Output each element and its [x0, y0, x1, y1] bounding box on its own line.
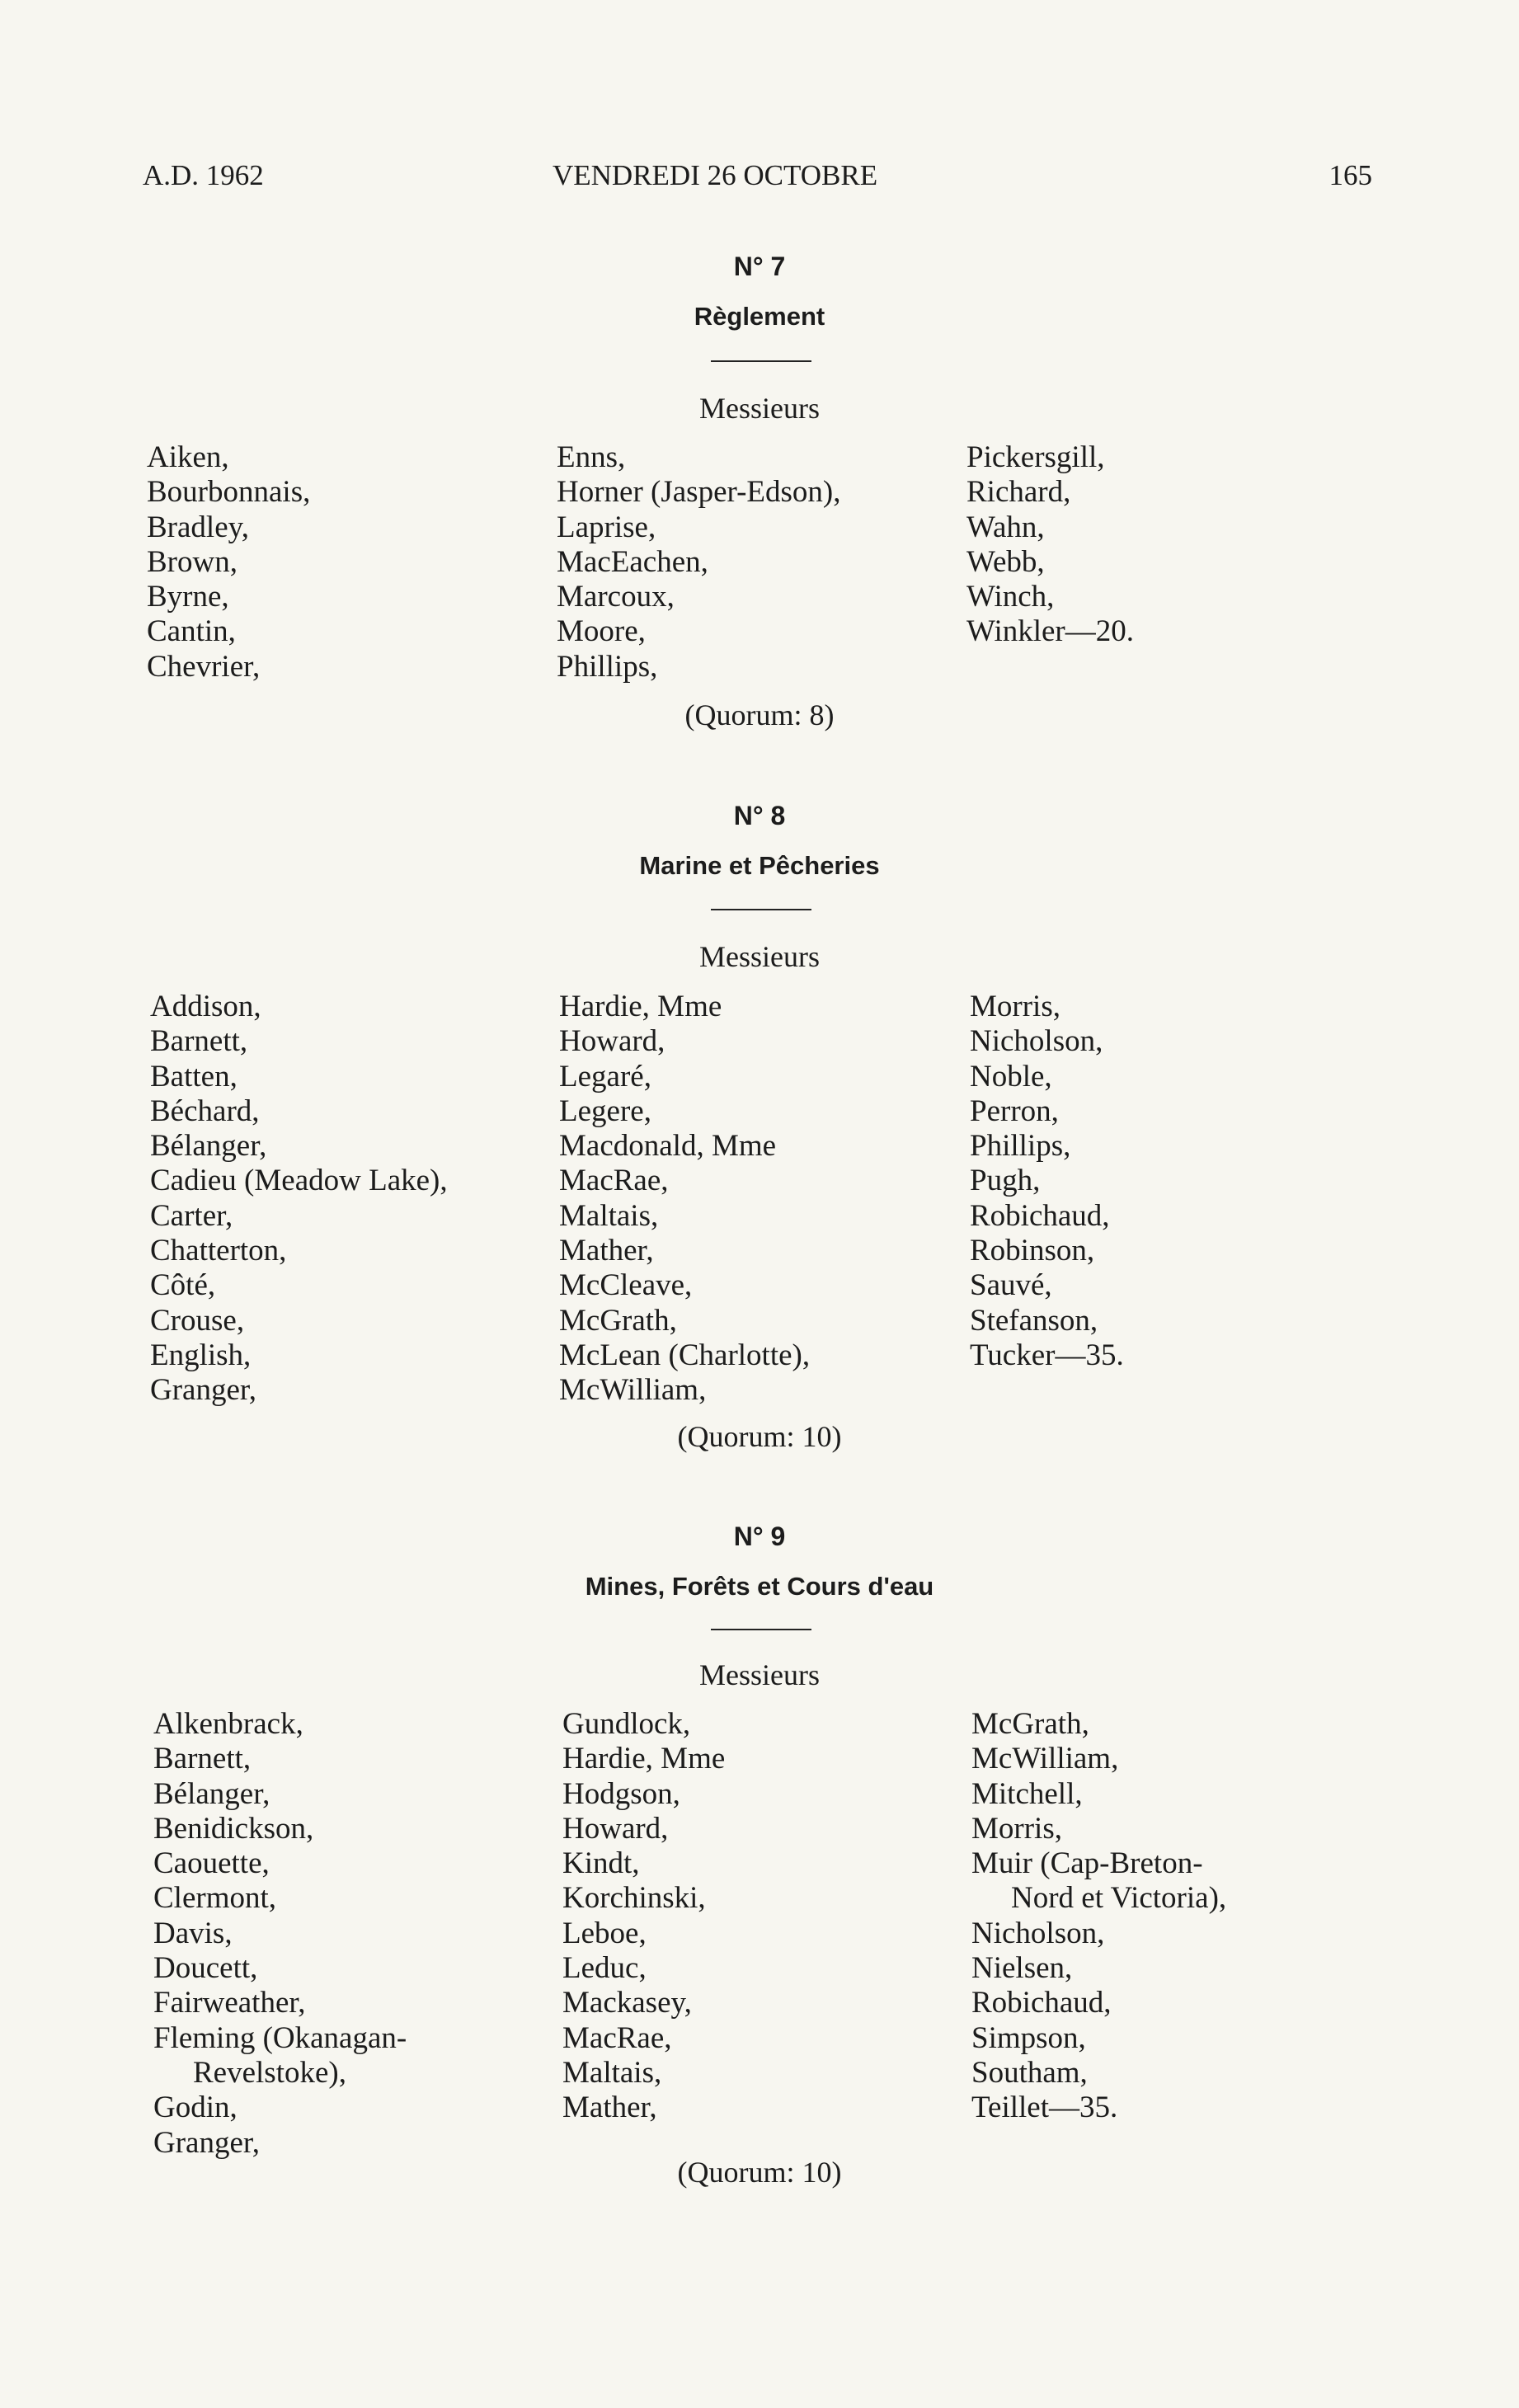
member-name: Teillet—35.	[971, 2091, 1118, 2125]
member-name: McCleave,	[559, 1268, 693, 1303]
member-name: Robichaud,	[970, 1198, 1110, 1233]
member-name: Gundlock,	[562, 1707, 691, 1741]
member-name: Legaré,	[559, 1059, 651, 1093]
member-name: Maltais,	[562, 2055, 662, 2090]
member-name: Legere,	[559, 1093, 651, 1128]
member-name: McGrath,	[559, 1303, 677, 1338]
member-name: Byrne,	[147, 580, 229, 614]
member-name: Davis,	[153, 1916, 233, 1950]
member-name: Maltais,	[559, 1198, 659, 1233]
member-name: Caouette,	[153, 1846, 270, 1881]
member-name: Mather,	[559, 1234, 654, 1268]
member-name: Simpson,	[971, 2020, 1086, 2055]
quorum-note: (Quorum: 8)	[684, 698, 835, 731]
member-name: Winkler—20.	[966, 614, 1134, 649]
member-name: Clermont,	[153, 1881, 277, 1916]
member-name: Béchard,	[150, 1093, 260, 1128]
member-name: McGrath,	[971, 1707, 1089, 1741]
member-name: Horner (Jasper-Edson),	[557, 475, 841, 510]
member-name: Laprise,	[557, 510, 656, 544]
member-name: Phillips,	[557, 649, 658, 684]
member-name: English,	[150, 1338, 252, 1372]
section-title: Mines, Forêts et Cours d'eau	[585, 1572, 934, 1601]
member-name: Enns,	[557, 440, 626, 474]
member-name: Marcoux,	[557, 580, 675, 614]
member-name: McWilliam,	[559, 1373, 707, 1408]
member-name: Chevrier,	[147, 649, 261, 684]
member-name: Winch,	[966, 580, 1055, 614]
member-name: Revelstoke),	[193, 2055, 346, 2090]
header-year: A.D. 1962	[143, 159, 264, 191]
member-name: Nord et Victoria),	[1011, 1881, 1227, 1916]
member-name: Richard,	[966, 475, 1071, 510]
section-title: Marine et Pêcheries	[639, 851, 880, 880]
member-column-1	[153, 1707, 407, 2161]
member-name: Hardie, Mme	[559, 990, 722, 1023]
messieurs-heading: Messieurs	[699, 940, 820, 973]
member-name: Barnett,	[153, 1742, 252, 1776]
member-name: Macdonald, Mme	[559, 1129, 777, 1164]
member-name: Nicholson,	[970, 1024, 1103, 1059]
member-name: Alkenbrack,	[153, 1707, 303, 1741]
member-name: MacRae,	[559, 1164, 669, 1198]
member-name: Howard,	[559, 1024, 665, 1059]
member-name: Mackasey,	[562, 1986, 692, 2020]
member-name: Côté,	[150, 1268, 216, 1303]
member-column-1	[150, 990, 448, 1409]
member-column-2	[559, 990, 810, 1409]
member-name: Addison,	[150, 990, 261, 1023]
member-name: Mather,	[562, 2091, 657, 2125]
member-name: Sauvé,	[970, 1268, 1052, 1303]
section-number: N° 9	[733, 1521, 786, 1551]
running-header	[0, 159, 1519, 200]
member-name: Godin,	[153, 2091, 237, 2125]
header-date: VENDREDI 26 OCTOBRE	[553, 159, 878, 191]
member-name: Fairweather,	[153, 1986, 306, 2020]
member-column-2	[557, 440, 840, 684]
member-name: Benidickson,	[153, 1811, 314, 1846]
member-column-3	[966, 440, 1134, 650]
member-name: Moore,	[557, 614, 646, 649]
member-name: Hodgson,	[562, 1776, 680, 1811]
section-number: N° 7	[733, 252, 786, 281]
page-number: 165	[1329, 159, 1372, 191]
member-name: Nielsen,	[971, 1951, 1073, 1986]
quorum-note: (Quorum: 10)	[677, 1420, 842, 1453]
member-name: Granger,	[150, 1373, 256, 1408]
member-name: Morris,	[970, 990, 1060, 1023]
member-name: Leduc,	[562, 1951, 647, 1986]
member-name: Webb,	[966, 544, 1045, 579]
member-name: McWilliam,	[971, 1742, 1119, 1776]
member-name: Robichaud,	[971, 1986, 1112, 2020]
member-name: Perron,	[970, 1093, 1059, 1128]
member-name: Robinson,	[970, 1234, 1095, 1268]
member-name: Nicholson,	[971, 1916, 1105, 1950]
member-name: Bradley,	[147, 510, 249, 544]
member-name: Pickersgill,	[966, 440, 1105, 474]
member-name: Pugh,	[970, 1164, 1041, 1198]
member-name: MacRae,	[562, 2020, 672, 2055]
member-name: Stefanson,	[970, 1303, 1098, 1338]
member-column-3	[970, 990, 1124, 1373]
member-column-3	[971, 1707, 1226, 2126]
member-name: Carter,	[150, 1198, 233, 1233]
member-name: Wahn,	[966, 510, 1045, 544]
quorum-note: (Quorum: 10)	[677, 2156, 842, 2189]
member-name: MacEachen,	[557, 544, 708, 579]
member-name: Mitchell,	[971, 1776, 1083, 1811]
member-name: Southam,	[971, 2055, 1088, 2090]
member-name: Aiken,	[147, 440, 229, 474]
member-name: Phillips,	[970, 1129, 1071, 1164]
messieurs-heading: Messieurs	[699, 1658, 820, 1691]
member-name: Cantin,	[147, 614, 236, 649]
member-name: Kindt,	[562, 1846, 640, 1881]
member-name: McLean (Charlotte),	[559, 1338, 811, 1372]
member-name: Bélanger,	[153, 1776, 270, 1811]
messieurs-heading: Messieurs	[699, 392, 820, 425]
member-name: Morris,	[971, 1811, 1062, 1846]
member-column-2	[562, 1707, 725, 2126]
title-rule	[711, 1629, 811, 1630]
member-column-1	[147, 440, 310, 684]
member-name: Doucett,	[153, 1951, 258, 1986]
title-rule	[711, 360, 811, 362]
member-name: Fleming (Okanagan-	[153, 2020, 407, 2055]
member-name: Brown,	[147, 544, 237, 579]
section-title: Règlement	[694, 302, 825, 331]
member-name: Howard,	[562, 1811, 669, 1846]
member-name: Bélanger,	[150, 1129, 267, 1164]
member-name: Korchinski,	[562, 1881, 706, 1916]
member-name: Chatterton,	[150, 1234, 287, 1268]
member-name: Batten,	[150, 1059, 237, 1093]
title-rule	[711, 909, 811, 910]
member-name: Cadieu (Meadow Lake),	[150, 1164, 448, 1198]
member-name: Leboe,	[562, 1916, 647, 1950]
member-name: Bourbonnais,	[147, 475, 311, 510]
member-name: Tucker—35.	[970, 1338, 1124, 1372]
member-name: Crouse,	[150, 1303, 245, 1338]
member-name: Noble,	[970, 1059, 1052, 1093]
section-number: N° 8	[733, 801, 786, 830]
member-name: Hardie, Mme	[562, 1742, 726, 1776]
member-name: Muir (Cap-Breton-	[971, 1846, 1203, 1881]
member-name: Barnett,	[150, 1024, 248, 1059]
member-name: Granger,	[153, 2125, 260, 2160]
